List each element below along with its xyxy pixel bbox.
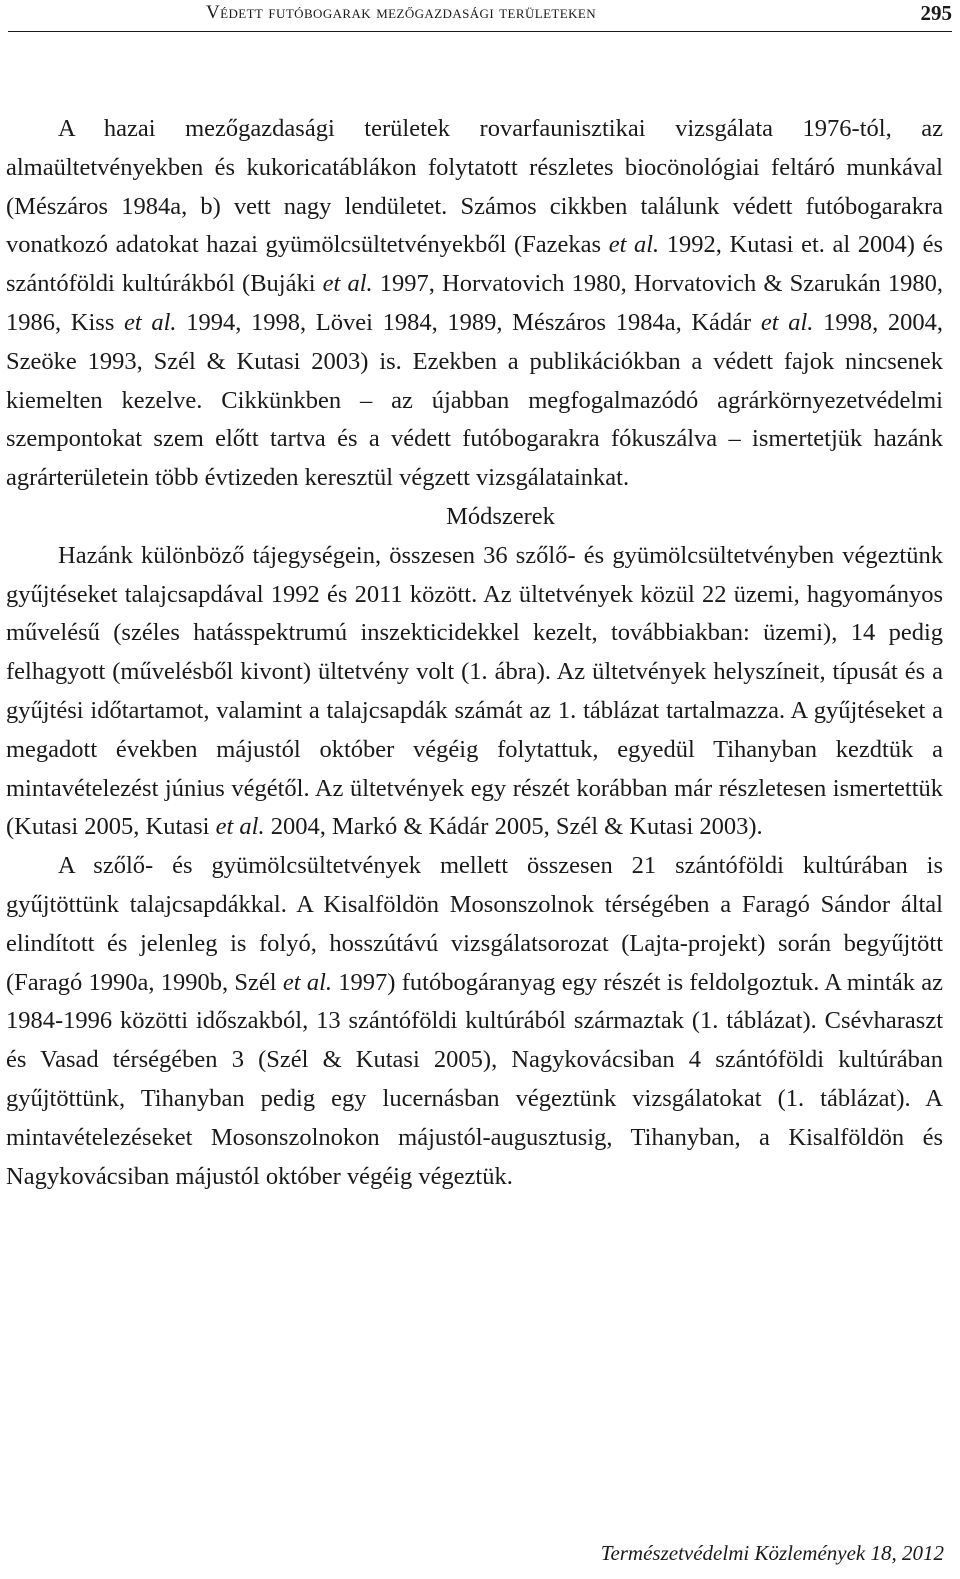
intro-text-4: 1994, 1998, Lövei 1984, 1989, Mészáros 1984a, Kádár: [176, 308, 761, 336]
intro-text-5: 1998, 2004, Szeöke 1993, Szél & Kutasi 2003) is. Ezekben a publikációkban a védett fajok nincsenek kiemelten kezelve. Cikkünkben – az újabban megfogalmazódó agrárkörnyezetvédelmi szempontokat szem előtt tartva és a védett futóbogarakra fókuszálva – ismertetjük hazánk agrárterületein több évtizeden keresztül végzett vizsgálatainkat.: [6, 308, 943, 492]
intro-italic-2: et al.: [322, 270, 373, 298]
methods2-text-1: A szőlő- és gyümölcsültetvények mellett összesen 21 szántóföldi kultúrában is gyűjtöttünk talajcsapdákkal. A Kisalföldön Mosonszolnok térségében a Faragó Sándor által elindított és jelenleg is folyó, hosszútávú vizsgálatsorozat (Lajta-projekt) során begyűjtött (Faragó 1990a, 1990b, Szél: [6, 852, 943, 996]
intro-paragraph: [6, 110, 943, 498]
intro-text-2: 1992, Kutasi et. al 2004) és szántóföldi kultúrákból (Bujáki: [6, 231, 943, 298]
methods-paragraph-2: [6, 847, 943, 1196]
running-title: Védett futóbogarak mezőgazdasági területeken: [206, 2, 597, 23]
intro-text-3: 1997, Horvatovich 1980, Horvatovich & Szarukán 1980, 1986, Kiss: [6, 270, 943, 336]
intro-italic-3: et al.: [124, 308, 177, 336]
journal-footer: Természetvédelmi Közlemények 18, 2012: [600, 1541, 944, 1565]
methods1-italic-1: et al.: [215, 813, 265, 841]
intro-italic-4: et al.: [760, 308, 814, 336]
intro-text-1: A hazai mezőgazdasági területek rovarfaunisztikai vizsgálata 1976-tól, az almaültetvényekben és kukoricatáblákon folytatott részletes biocönológiai feltáró munkával (Mészáros 1984a, b) vett nagy lendületet. Számos cikkben találunk védett futóbogarakra vonatkozó adatokat hazai gyümölcsültetvényekből (Fazekas: [6, 115, 943, 259]
methods1-text-1: Hazánk különböző tájegységein, összesen 36 szőlő- és gyümölcsültetvényben végeztünk gyűjtéseket talajcsapdával 1992 és 2011 között. Az ültetvények közül 22 üzemi, hagyományos művelésű (széles hatásspektrumú inszekticidekkel kezelt, továbbiakban: üzemi), 14 pedig felhagyott (művelésből kivont) ültetvény volt (1. ábra). Az ültetvények helyszíneit, típusát és a gyűjtési időtartamot, valamint a talajcsapdák számát az 1. táblázat tartalmazza. A gyűjtéseket a megadott években májustól október végéig folytattuk, egyedül Tihanyban kezdtük a mintavételezést június végétől. Az ültetvények egy részét korábban már részletesen ismertettük (Kutasi 2005, Kutasi: [6, 541, 943, 841]
article-body: [6, 110, 943, 1196]
page-number: 295: [920, 1, 952, 25]
methods2-text-2: 1997) futóbogáranyag egy részét is feldolgoztuk. A minták az 1984-1996 közötti időszakból, 13 szántóföldi kultúrából származtak (1. táblázat). Csévharaszt és Vasad térségében 3 (Szél & Kutasi 2005), Nagykovácsiban 4 szántóföldi kultúrában gyűjtöttünk, Tihanyban pedig egy lucernásban végeztünk vizsgálatokat (1. táblázat). A mintavételezéseket Mosonszolnokon májustól-augusztusig, Tihanyban, a Kisalföldön és Nagykovácsiban májustól október végéig végeztük.: [6, 968, 943, 1190]
methods-paragraph-1: [6, 537, 943, 847]
methods2-italic-1: et al.: [282, 968, 333, 996]
intro-italic-1: et al.: [608, 231, 660, 259]
methods-heading: Módszerek: [446, 502, 555, 530]
running-header: [8, 0, 952, 32]
header-rule: [8, 31, 952, 32]
methods1-text-2: 2004, Markó & Kádár 2005, Szél & Kutasi 2003).: [264, 813, 763, 841]
